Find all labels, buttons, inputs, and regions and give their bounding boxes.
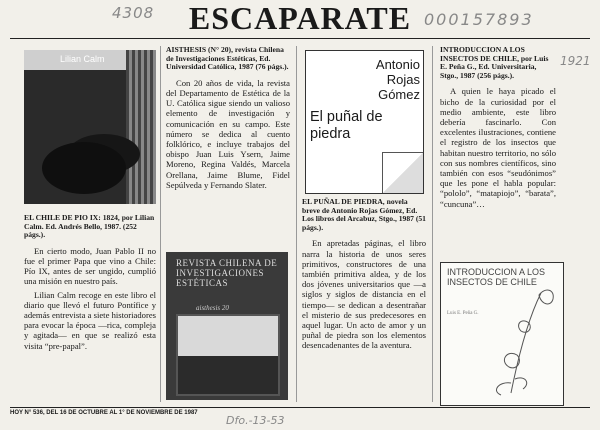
cover-author: Luis E. Peña G.: [447, 311, 479, 316]
column-divider: [432, 46, 433, 402]
column-divider: [160, 46, 161, 402]
article-paragraph: En apretadas páginas, el libro narra la historia de unos seres primitivos, constructores de una también primitiva aldea, y de los dos jóvenes universitarios que —a siglos y siglos de distancia en el tiempo— se dedican a desentrañar el misterio de sus predecesores en aquel lugar. Un acto de amor y un puñal de piedra son los elementos desencadenantes de la aventura.: [302, 238, 426, 351]
article-punal-de-piedra: [302, 198, 426, 354]
book-cover-insectos: [440, 262, 564, 406]
handwritten-number-right: 000157893: [424, 10, 534, 29]
article-paragraph: Con 20 años de vida, la revista del Departamento de Estética de la U. Católica sigue siendo un valioso elemento de investigación y comunicación en su campo. Este número se dedica al cuento folklórico, e incluye trabajos del obispo Juan Luis Ysern, Jaime Moreno, Regina Valdés, Marcela Orellana, Jaime Blume, Fidel Sepúlveda y Fernando Slater.: [166, 77, 290, 190]
handwritten-year: 1921: [560, 54, 591, 68]
cover-author-name: Lilian Calm: [60, 54, 105, 64]
cover-issue: aisthesis 20: [196, 304, 229, 312]
article-aisthesis: [166, 46, 290, 193]
cover-author: Antonio Rojas Gómez: [375, 57, 420, 102]
flower-illustration-icon: [471, 283, 559, 401]
book-cover-aisthesis: [166, 252, 288, 400]
handwritten-number-left: 4308: [112, 4, 155, 22]
page-footer: HOY N° 536, DEL 16 DE OCTUBRE AL 1° DE NOVIEMBRE DE 1987: [10, 410, 198, 416]
article-heading: EL PUÑAL DE PIEDRA, novela breve de Antonio Rojas Gómez, Ed. Los libros del Arcabuz, Stgo., 1987 (51 págs.).: [302, 197, 426, 232]
column-divider: [296, 46, 297, 402]
cover-title: El puñal de piedra: [310, 109, 383, 142]
cover-title: REVISTA CHILENA DE INVESTIGACIONES ESTÉTICAS: [176, 258, 278, 288]
masthead: ESCAPARATE: [188, 0, 412, 36]
article-paragraph: En cierto modo, Juan Pablo II no fue el primer Papa que vino a Chile: Pío IX, antes de ser ungido, cumplió una misión en nuestro país.: [24, 245, 156, 287]
article-insectos: [440, 46, 556, 212]
article-heading: INTRODUCCION A LOS INSECTOS DE CHILE, por Luis E. Peña G., Ed. Universitaria, Stgo., 1987 (256 págs.).: [440, 45, 549, 80]
article-pio-ix: [24, 214, 156, 354]
top-rule: [10, 38, 590, 39]
bottom-rule: [10, 407, 590, 408]
article-paragraph: A quien le haya picado el bicho de la curiosidad por el medio ambiente, este libro debería fascinarlo. Con excelentes ilustraciones, contiene el registro de los insectos que habitan nuestro territorio, no sólo con sus nombres científicos, sino también con esos “seudónimos” que les pone el habla popular: “pololo”, “matapiojo”, “barata”, “cuncuna”…: [440, 86, 556, 209]
article-paragraph: Lilian Calm recoge en este libro el diario que llevó el futuro Pontífice y además entrevista a siete historiadores para evocar la época —rica, compleja y agitada— en que se realizó esta visita “pre-papal”.: [24, 289, 156, 351]
book-cover-photo-pio-ix: [24, 50, 156, 204]
handwritten-date-bottom: Dfo.-13-53: [226, 414, 285, 427]
book-cover-punal-de-piedra: [305, 50, 424, 194]
article-heading: AISTHESIS (N° 20), revista Chilena de Investigaciones Estéticas, Ed. Universidad Católica, 1987 (76 págs.).: [166, 45, 289, 72]
article-heading: EL CHILE DE PIO IX: 1824, por Lilian Calm. Ed. Andrés Bello, 1987. (252 págs.).: [24, 213, 155, 240]
cover-title: INTRODUCCION A LOS INSECTOS DE CHILE: [447, 267, 546, 287]
